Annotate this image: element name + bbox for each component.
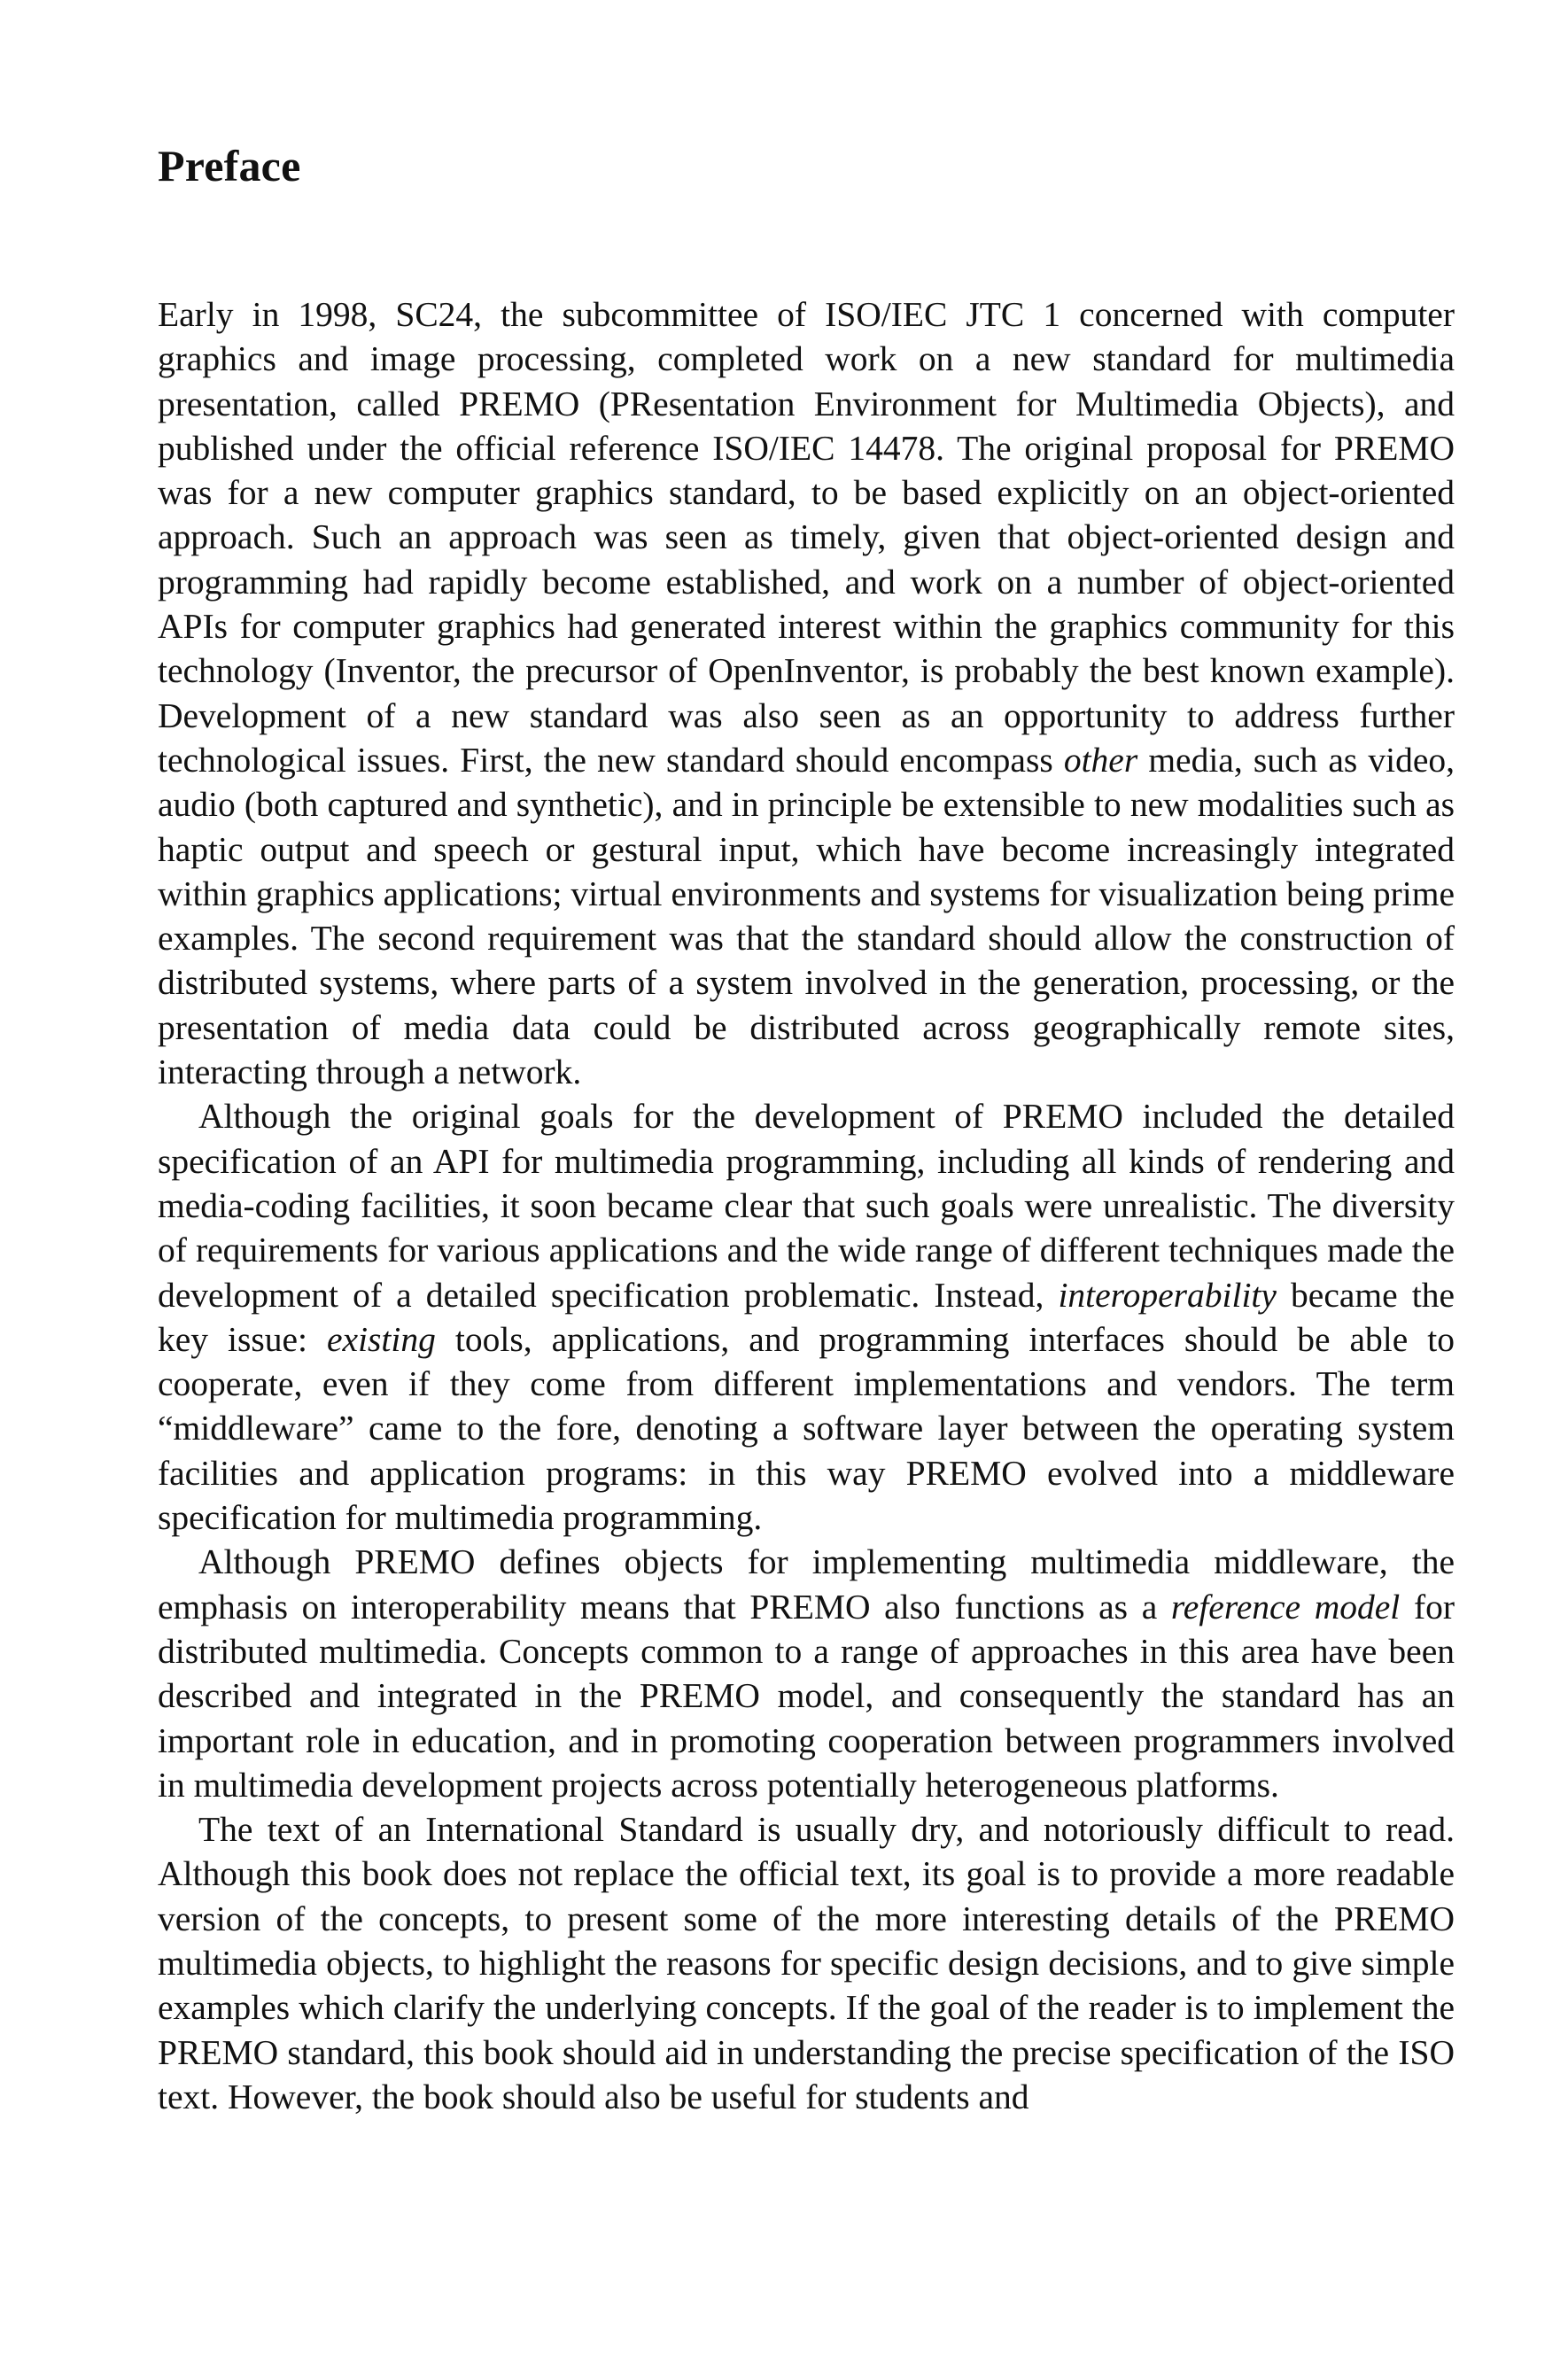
text-run: The text of an International Standard is usually dry, and notoriously difficult to read. Although this book does not replace the official text, its goal is to provide a more readable version of the concepts, to present some of the more interesting details of the PREMO multimedia objects, to highlight the reasons for specific design decisions, and to give simple examples which clarify the underlying concepts. If the goal of the reader is to implement the PREMO standard, this book should aid in understanding the precise specification of the ISO text. However, the book should also be useful for students and bbox=[158, 1810, 1455, 2116]
page-title: Preface bbox=[158, 141, 301, 190]
paragraph bbox=[158, 292, 1455, 1094]
emphasis-text: existing bbox=[327, 1319, 436, 1359]
emphasis-text: interoperability bbox=[1058, 1275, 1277, 1315]
emphasis-text: reference model bbox=[1170, 1587, 1401, 1627]
text-run: tools, applications, and programming interfaces should be able to cooperate, even if they come from different implementations and vendors. The term “middleware” came to the fore, denoting a software layer between the operating system facilities and application programs: in this way PREMO evolved into a middleware specification for multimedia programming. bbox=[158, 1319, 1455, 1538]
text-run: became the key issue: bbox=[158, 1275, 1455, 1359]
emphasis-text: other bbox=[1063, 740, 1138, 780]
text-run: Although the original goals for the development of PREMO included the detailed specification of an API for multimedia programming, including all kinds of rendering and media-coding facilities, it soon became clear that such goals were unrealistic. The diversity of requirements for various applications and the wide range of different techniques made the development of a detailed specification problematic. Instead, bbox=[158, 1097, 1455, 1315]
text-run: Early in 1998, SC24, the subcommittee of ISO/IEC JTC 1 concerned with computer graphics and image processing, completed work on a new standard for multimedia presentation, called PREMO (PResentation Environment for Multimedia Objects), and published under the official reference ISO/IEC 14478. The original proposal for PREMO was for a new computer graphics standard, to be based explicitly on an object-oriented approach. Such an approach was seen as timely, given that object-oriented design and programming had rapidly become established, and work on a number of object-oriented APIs for computer graphics had generated interest within the graphics community for this technology (Inventor, the precursor of OpenInventor, is probably the best known example). Development of a new standard was also seen as an opportunity to address further technological issues. First, the new standard should encompass bbox=[158, 295, 1455, 780]
paragraph bbox=[158, 1807, 1455, 2119]
text-run: for distributed multimedia. Concepts common to a range of approaches in this area have been described and integrated in the PREMO model, and consequently the standard has an important role in education, and in promoting cooperation between programmers involved in multimedia development projects across potentially heterogeneous platforms. bbox=[158, 1587, 1455, 1805]
preface-body bbox=[158, 292, 1455, 2119]
paragraph bbox=[158, 1094, 1455, 1540]
text-run: Although PREMO defines objects for implementing multimedia middleware, the emphasis on interoperability means that PREMO also functions as a bbox=[158, 1542, 1455, 1627]
text-run: media, such as video, audio (both captured and synthetic), and in principle be extensible to new modalities such as haptic output and speech or gestural input, which have become increasingly integrated within graphics applications; virtual environments and systems for visualization being prime examples. The second requirement was that the standard should allow the construction of distributed systems, where parts of a system involved in the generation, processing, or the presentation of media data could be distributed across geographically remote sites, interacting through a network. bbox=[158, 740, 1455, 1092]
paragraph bbox=[158, 1540, 1455, 1807]
